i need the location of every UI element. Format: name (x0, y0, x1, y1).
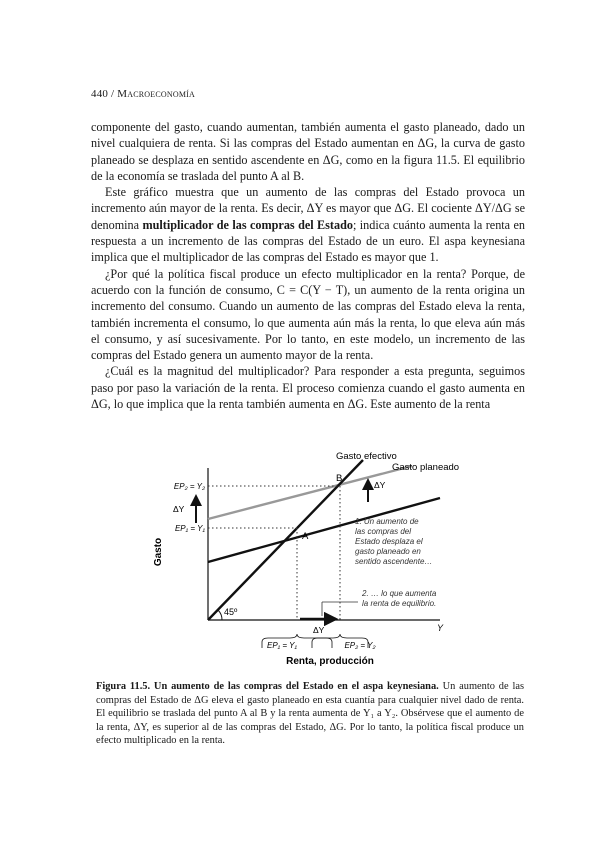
x-tick-ep2: EP₂ = Y₂ (344, 641, 376, 650)
delta-y-label-bottom: ΔY (313, 625, 325, 635)
angle-arc (218, 610, 222, 620)
x-tick-ep1: EP₁ = Y₁ (266, 641, 298, 650)
planned-spending-label: Gasto planeado (392, 462, 460, 473)
running-header (91, 88, 195, 100)
x-axis-end-label: Y (437, 623, 444, 633)
y-axis-title: Gasto (153, 537, 164, 567)
caption-text: Un aumento de las compras del Estado de ΔG eleva el gasto planeado en esta cuantía para cualquier nivel dado de renta. El equilibrio se traslada del punto A al B y la renta aumenta de Y₁ a Y₂. Obsérvese que el aumento de la renta, ΔY, es superior al de las compras del Estado, ΔG. Por lo tanto, la política fiscal produce un efecto multiplicado en la renta. (96, 681, 525, 747)
header-separator: / (108, 88, 118, 100)
planned-spending-line-shifted (208, 466, 412, 519)
actual-spending-line (208, 460, 363, 620)
figure-caption (96, 680, 524, 748)
body-text (91, 119, 525, 412)
delta-y-label-right: ΔY (374, 480, 386, 490)
caption-title: Figura 11.5. Un aumento de las compras del Estado en el aspa keynesiana. (96, 681, 439, 692)
annot1-line1: 1. Un aumento de (355, 517, 419, 526)
paragraph-2 (91, 184, 525, 265)
point-a-label: A (302, 531, 309, 542)
annotation-2 (361, 589, 437, 608)
multiplier-term: multiplicador de las compras del Estado (142, 217, 353, 232)
delta-y-label-left: ΔY (173, 504, 185, 514)
annot1-line4: gasto planeado en (355, 547, 421, 556)
book-title: Macroeconomía (117, 88, 195, 100)
annot2-line2: la renta de equilibrio. (362, 599, 437, 608)
page-number: 440 (91, 88, 109, 100)
actual-spending-label: Gasto efectivo (336, 451, 397, 462)
paragraph-1: componente del gasto, cuando aumentan, también aumenta el gasto planeado, dado un nivel cualquiera de renta. Si las compras del Estado aumentan en ΔG, la curva de gasto planeado se desplaza en sentido ascendente en ΔG, como en la figura 11.5. El equilibrio de la economía se traslada del punto A al B. (91, 120, 525, 183)
annot2-line1: 2. … lo que aumenta (362, 589, 437, 598)
angle-label: 45º (224, 607, 238, 617)
paragraph-4: ¿Cuál es la magnitud del multiplicador? Para responder a esta pregunta, seguimos paso por paso la variación de la renta. El proceso comienza cuando el gasto aumenta en ΔG, lo que implica que la renta también aumenta en ΔG. Este aumento de la renta (91, 364, 525, 412)
y-tick-ep2: EP₂ = Y₂ (173, 482, 205, 491)
annotation-1 (355, 517, 432, 566)
annot1-line2: las compras del (355, 527, 412, 536)
x-axis-title: Renta, producción (286, 656, 374, 667)
annot1-line3: Estado desplaza el (355, 537, 423, 546)
paragraph-3: ¿Por qué la política fiscal produce un efecto multiplicador en la renta? Porque, de acuerdo con la función de consumo, C = C(Y − T), un aumento de la renta origina un incremento del consumo. Cuando un aumento de las compras del Estado eleva la renta, también incrementa el consumo, lo que aumenta aún más la renta, lo que eleva aún más el consumo, y así sucesivamente. Por lo tanto, en este modelo, un incremento de las compras del Estado genera un aumento mayor de la renta. (91, 266, 525, 363)
y-tick-ep1: EP₁ = Y₁ (174, 524, 205, 533)
point-b-label: B (336, 473, 343, 484)
paragraph-2-start: Este gráfico muestra que un aumento de las compras del Estado provoca un incremento aún mayor de la renta. Es decir, ΔY es mayor que ΔG. El cociente ΔY/ΔG se denomina (91, 185, 525, 232)
paragraph-2-end: ; indica cuánto aumenta la renta en respuesta a un incremento de las compras del Estado de un euro. El aspa keynesiana implica que el multiplicador de las compras del Estado es mayor que 1. (91, 217, 525, 265)
annot1-line5: sentido ascendente… (355, 557, 433, 566)
keynesian-cross-figure (150, 440, 460, 670)
